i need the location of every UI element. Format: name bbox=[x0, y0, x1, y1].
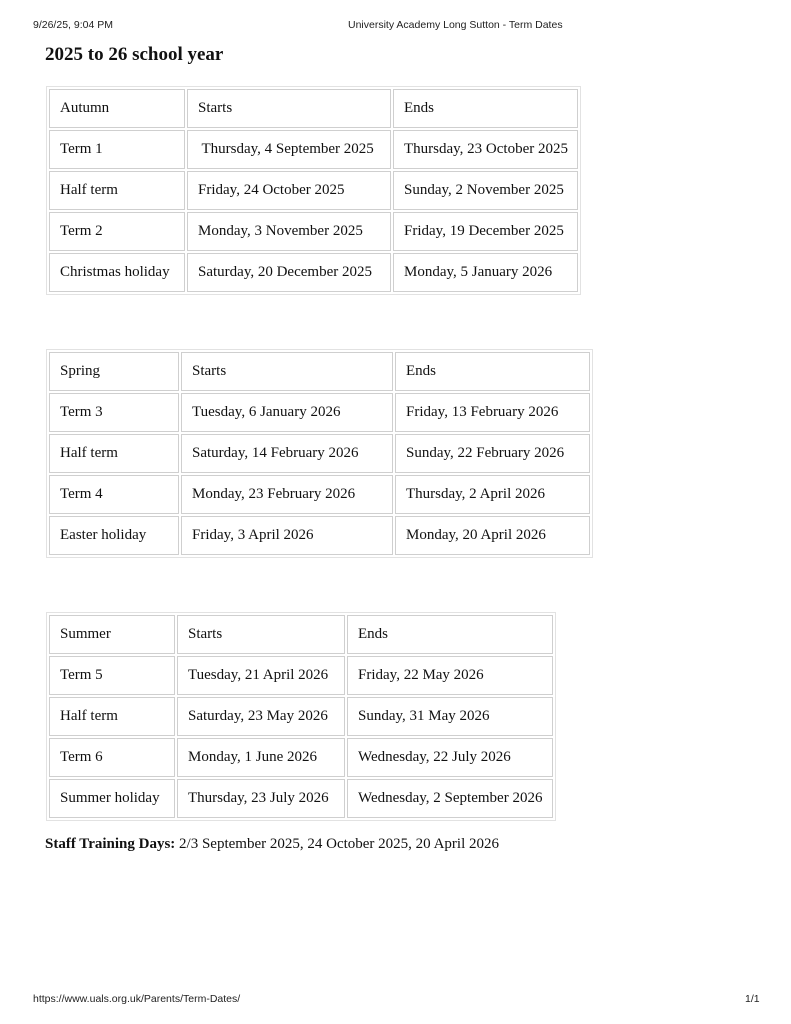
table-row bbox=[49, 393, 590, 432]
table-header-row bbox=[49, 615, 553, 654]
table-cell: Friday, 24 October 2025 bbox=[187, 171, 391, 210]
table-cell: Monday, 23 February 2026 bbox=[181, 475, 393, 514]
table-cell: Summer holiday bbox=[49, 779, 175, 818]
table-cell: Term 6 bbox=[49, 738, 175, 777]
table-cell: Term 3 bbox=[49, 393, 179, 432]
table-row bbox=[49, 253, 578, 292]
table-cell: Friday, 3 April 2026 bbox=[181, 516, 393, 555]
print-url: https://www.uals.org.uk/Parents/Term-Dates/ bbox=[33, 993, 241, 1005]
table-header-row bbox=[49, 352, 590, 391]
header-cell: Ends bbox=[395, 352, 590, 391]
table-row bbox=[49, 779, 553, 818]
table-header-row bbox=[49, 89, 578, 128]
table-cell: Sunday, 2 November 2025 bbox=[393, 171, 578, 210]
staff-training-days bbox=[45, 836, 499, 853]
table-row bbox=[49, 697, 553, 736]
print-title: University Academy Long Sutton - Term Dates bbox=[348, 19, 563, 31]
table-cell: Thursday, 23 July 2026 bbox=[177, 779, 345, 818]
header-cell: Ends bbox=[393, 89, 578, 128]
print-page-number: 1/1 bbox=[745, 993, 760, 1005]
table-cell: Monday, 5 January 2026 bbox=[393, 253, 578, 292]
table-cell: Term 4 bbox=[49, 475, 179, 514]
table-cell: Saturday, 14 February 2026 bbox=[181, 434, 393, 473]
page-title: 2025 to 26 school year bbox=[45, 44, 224, 65]
table-cell: Christmas holiday bbox=[49, 253, 185, 292]
header-cell: Starts bbox=[177, 615, 345, 654]
table-cell: Thursday, 2 April 2026 bbox=[395, 475, 590, 514]
table-cell: Monday, 20 April 2026 bbox=[395, 516, 590, 555]
summer-table bbox=[46, 612, 556, 821]
table-cell: Wednesday, 2 September 2026 bbox=[347, 779, 553, 818]
table-cell: Term 2 bbox=[49, 212, 185, 251]
table-row bbox=[49, 516, 590, 555]
table-cell: Saturday, 23 May 2026 bbox=[177, 697, 345, 736]
table-row bbox=[49, 656, 553, 695]
autumn-table bbox=[46, 86, 581, 295]
table-cell: Friday, 22 May 2026 bbox=[347, 656, 553, 695]
table-cell: Sunday, 31 May 2026 bbox=[347, 697, 553, 736]
table-cell: Term 1 bbox=[49, 130, 185, 169]
table-cell: Term 5 bbox=[49, 656, 175, 695]
table-cell: Half term bbox=[49, 434, 179, 473]
table-row bbox=[49, 475, 590, 514]
table-cell: Saturday, 20 December 2025 bbox=[187, 253, 391, 292]
header-cell: Starts bbox=[181, 352, 393, 391]
table-row bbox=[49, 434, 590, 473]
spring-table bbox=[46, 349, 593, 558]
table-row bbox=[49, 171, 578, 210]
table-cell: Tuesday, 6 January 2026 bbox=[181, 393, 393, 432]
table-cell: Friday, 19 December 2025 bbox=[393, 212, 578, 251]
staff-training-value: 2/3 September 2025, 24 October 2025, 20 April 2026 bbox=[175, 836, 500, 852]
table-row bbox=[49, 738, 553, 777]
table-row bbox=[49, 212, 578, 251]
table-cell: Thursday, 23 October 2025 bbox=[393, 130, 578, 169]
table-cell: Tuesday, 21 April 2026 bbox=[177, 656, 345, 695]
staff-training-label: Staff Training Days: bbox=[45, 836, 176, 852]
table-cell: Thursday, 4 September 2025 bbox=[187, 130, 391, 169]
table-cell: Wednesday, 22 July 2026 bbox=[347, 738, 553, 777]
table-cell: Friday, 13 February 2026 bbox=[395, 393, 590, 432]
table-cell: Half term bbox=[49, 697, 175, 736]
table-cell: Easter holiday bbox=[49, 516, 179, 555]
header-cell: Ends bbox=[347, 615, 553, 654]
table-row bbox=[49, 130, 578, 169]
table-cell: Monday, 1 June 2026 bbox=[177, 738, 345, 777]
table-cell: Half term bbox=[49, 171, 185, 210]
print-datetime: 9/26/25, 9:04 PM bbox=[33, 19, 113, 31]
table-cell: Monday, 3 November 2025 bbox=[187, 212, 391, 251]
header-cell: Autumn bbox=[49, 89, 185, 128]
header-cell: Summer bbox=[49, 615, 175, 654]
header-cell: Starts bbox=[187, 89, 391, 128]
table-cell: Sunday, 22 February 2026 bbox=[395, 434, 590, 473]
header-cell: Spring bbox=[49, 352, 179, 391]
